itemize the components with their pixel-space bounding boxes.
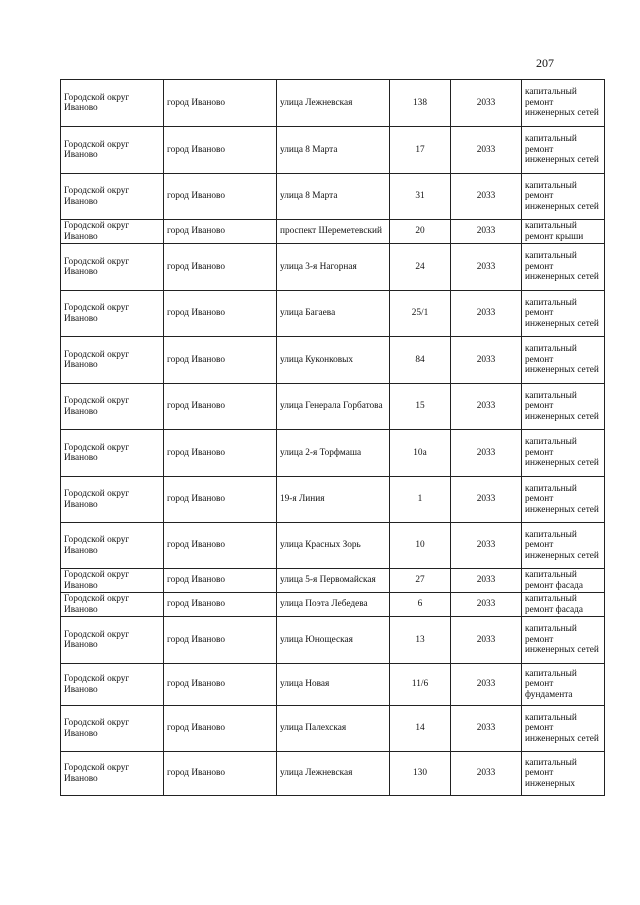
table-row [61, 244, 605, 291]
table-row [61, 706, 605, 752]
street-cell: улица 8 Марта [277, 127, 390, 174]
district-cell: Городской округ Иваново [61, 244, 164, 291]
table-row [61, 617, 605, 664]
house-number-cell: 11/6 [390, 664, 451, 706]
table-row [61, 220, 605, 244]
district-cell: Городской округ Иваново [61, 80, 164, 127]
house-number-cell: 14 [390, 706, 451, 752]
work-type-cell: капитальный ремонт инженерных сетей [522, 384, 605, 430]
district-cell: Городской округ Иваново [61, 384, 164, 430]
work-type-cell: капитальный ремонт инженерных сетей [522, 337, 605, 384]
district-cell: Городской округ Иваново [61, 477, 164, 523]
work-type-cell: капитальный ремонт фасада [522, 593, 605, 617]
street-cell: улица 5-я Первомайская [277, 569, 390, 593]
work-type-cell: капитальный ремонт инженерных сетей [522, 291, 605, 337]
street-cell: улица Куконковых [277, 337, 390, 384]
work-type-cell: капитальный ремонт фасада [522, 569, 605, 593]
table-row [61, 384, 605, 430]
house-number-cell: 17 [390, 127, 451, 174]
street-cell: улица Новая [277, 664, 390, 706]
city-cell: город Иваново [164, 706, 277, 752]
work-type-cell: капитальный ремонт крыши [522, 220, 605, 244]
work-type-cell: капитальный ремонт инженерных [522, 752, 605, 796]
district-cell: Городской округ Иваново [61, 706, 164, 752]
district-cell: Городской округ Иваново [61, 127, 164, 174]
street-cell: улица Лежневская [277, 80, 390, 127]
work-type-cell: капитальный ремонт инженерных сетей [522, 244, 605, 291]
table-row [61, 752, 605, 796]
house-number-cell: 10 [390, 523, 451, 569]
street-cell: улица 3-я Нагорная [277, 244, 390, 291]
year-cell: 2033 [451, 244, 522, 291]
work-type-cell: капитальный ремонт инженерных сетей [522, 80, 605, 127]
city-cell: город Иваново [164, 752, 277, 796]
house-number-cell: 13 [390, 617, 451, 664]
street-cell: улица Лежневская [277, 752, 390, 796]
year-cell: 2033 [451, 617, 522, 664]
work-type-cell: капитальный ремонт инженерных сетей [522, 127, 605, 174]
house-number-cell: 25/1 [390, 291, 451, 337]
repair-schedule-table [60, 79, 605, 796]
district-cell: Городской округ Иваново [61, 593, 164, 617]
district-cell: Городской округ Иваново [61, 523, 164, 569]
street-cell: улица 8 Марта [277, 174, 390, 220]
street-cell: улица 2-я Торфмаша [277, 430, 390, 477]
house-number-cell: 138 [390, 80, 451, 127]
city-cell: город Иваново [164, 384, 277, 430]
work-type-cell: капитальный ремонт инженерных сетей [522, 523, 605, 569]
city-cell: город Иваново [164, 244, 277, 291]
district-cell: Городской округ Иваново [61, 430, 164, 477]
work-type-cell: капитальный ремонт инженерных сетей [522, 706, 605, 752]
work-type-cell: капитальный ремонт инженерных сетей [522, 477, 605, 523]
table-row [61, 593, 605, 617]
work-type-cell: капитальный ремонт инженерных сетей [522, 174, 605, 220]
table-row [61, 477, 605, 523]
year-cell: 2033 [451, 337, 522, 384]
year-cell: 2033 [451, 220, 522, 244]
year-cell: 2033 [451, 752, 522, 796]
year-cell: 2033 [451, 523, 522, 569]
street-cell: проспект Шереметевский [277, 220, 390, 244]
house-number-cell: 15 [390, 384, 451, 430]
district-cell: Городской округ Иваново [61, 291, 164, 337]
year-cell: 2033 [451, 430, 522, 477]
city-cell: город Иваново [164, 174, 277, 220]
street-cell: 19-я Линия [277, 477, 390, 523]
year-cell: 2033 [451, 384, 522, 430]
house-number-cell: 10а [390, 430, 451, 477]
work-type-cell: капитальный ремонт фундамента [522, 664, 605, 706]
city-cell: город Иваново [164, 569, 277, 593]
city-cell: город Иваново [164, 617, 277, 664]
house-number-cell: 27 [390, 569, 451, 593]
table-row [61, 664, 605, 706]
house-number-cell: 31 [390, 174, 451, 220]
house-number-cell: 20 [390, 220, 451, 244]
city-cell: город Иваново [164, 664, 277, 706]
city-cell: город Иваново [164, 220, 277, 244]
work-type-cell: капитальный ремонт инженерных сетей [522, 430, 605, 477]
street-cell: улица Красных Зорь [277, 523, 390, 569]
year-cell: 2033 [451, 569, 522, 593]
house-number-cell: 84 [390, 337, 451, 384]
city-cell: город Иваново [164, 291, 277, 337]
house-number-cell: 24 [390, 244, 451, 291]
year-cell: 2033 [451, 477, 522, 523]
year-cell: 2033 [451, 291, 522, 337]
house-number-cell: 6 [390, 593, 451, 617]
city-cell: город Иваново [164, 127, 277, 174]
table-row [61, 80, 605, 127]
district-cell: Городской округ Иваново [61, 337, 164, 384]
district-cell: Городской округ Иваново [61, 617, 164, 664]
table-row [61, 127, 605, 174]
district-cell: Городской округ Иваново [61, 752, 164, 796]
street-cell: улица Багаева [277, 291, 390, 337]
table-row [61, 337, 605, 384]
district-cell: Городской округ Иваново [61, 174, 164, 220]
city-cell: город Иваново [164, 523, 277, 569]
street-cell: улица Палехская [277, 706, 390, 752]
year-cell: 2033 [451, 664, 522, 706]
table-row [61, 174, 605, 220]
street-cell: улица Юнощеская [277, 617, 390, 664]
city-cell: город Иваново [164, 593, 277, 617]
city-cell: город Иваново [164, 477, 277, 523]
table-row [61, 430, 605, 477]
work-type-cell: капитальный ремонт инженерных сетей [522, 617, 605, 664]
city-cell: город Иваново [164, 430, 277, 477]
year-cell: 2033 [451, 127, 522, 174]
house-number-cell: 1 [390, 477, 451, 523]
city-cell: город Иваново [164, 337, 277, 384]
year-cell: 2033 [451, 706, 522, 752]
year-cell: 2033 [451, 593, 522, 617]
district-cell: Городской округ Иваново [61, 569, 164, 593]
table-row [61, 569, 605, 593]
district-cell: Городской округ Иваново [61, 664, 164, 706]
street-cell: улица Поэта Лебедева [277, 593, 390, 617]
house-number-cell: 130 [390, 752, 451, 796]
table-row [61, 291, 605, 337]
year-cell: 2033 [451, 174, 522, 220]
city-cell: город Иваново [164, 80, 277, 127]
street-cell: улица Генерала Горбатова [277, 384, 390, 430]
page-number: 207 [536, 56, 554, 70]
table-row [61, 523, 605, 569]
year-cell: 2033 [451, 80, 522, 127]
district-cell: Городской округ Иваново [61, 220, 164, 244]
